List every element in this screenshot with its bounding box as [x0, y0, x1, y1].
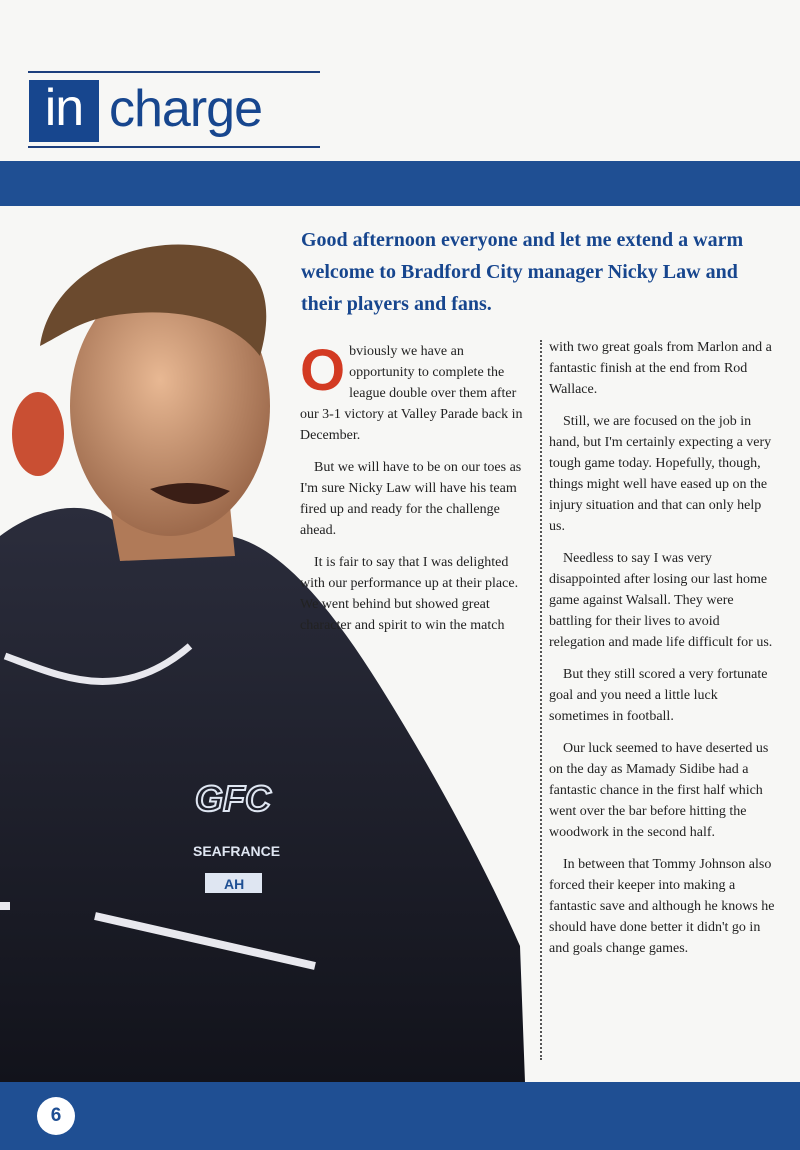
jacket-initials: AH	[224, 876, 245, 892]
top-color-band	[0, 161, 800, 206]
left-column	[300, 338, 530, 647]
paragraph-6: Needless to say I was very disappointed after losing our last home game against Walsall. They were battling for their lives to avoid relegation and made life difficult for us.	[549, 551, 773, 650]
drop-cap: O	[300, 338, 346, 403]
bottom-color-band	[0, 1082, 800, 1150]
paragraph-2: But we will have to be on our toes as I'm sure Nicky Law will have his team fired up and ready for the challenge ahead.	[300, 460, 522, 538]
section-title-charge: charge	[109, 80, 262, 138]
header-rule-top	[28, 71, 320, 73]
paragraph-3: It is fair to say that I was delighted with our performance up at their place. We went behind but showed great character and spirit to win the match	[300, 555, 519, 633]
column-divider	[540, 340, 542, 1060]
right-column	[549, 337, 777, 970]
section-title-in: in	[29, 80, 99, 142]
jacket-sponsor: SEAFRANCE	[193, 843, 281, 859]
intro-paragraph: Good afternoon everyone and let me extend a warm welcome to Bradford City manager Nicky Law and their players and fans.	[301, 229, 744, 315]
jacket-logo: GFC	[195, 778, 271, 819]
page-number: 6	[37, 1097, 75, 1135]
paragraph-9: In between that Tommy Johnson also forced their keeper into making a fantastic save and although he knows he should have done better it didn't go in and goals change games.	[549, 857, 775, 956]
paragraph-7: But they still scored a very fortunate goal and you need a little luck sometimes in football.	[549, 667, 768, 724]
paragraph-5: Still, we are focused on the job in hand, but I'm certainly expecting a very tough game today. Hopefully, though, things might well have eased up on the injury situation and that can only help us.	[549, 414, 772, 534]
paragraph-4: with two great goals from Marlon and a fantastic finish at the end from Rod Wallace.	[549, 340, 772, 397]
paragraph-1: Obviously we have an opportunity to complete the league double over them after our 3-1 victory at Valley Parade back in December.	[300, 338, 523, 443]
ear	[12, 392, 64, 476]
paragraph-8: Our luck seemed to have deserted us on the day as Mamady Sidibe had a fantastic chance in the first half which went over the bar before hitting the woodwork in the second half.	[549, 741, 769, 840]
header-rule-bottom	[28, 146, 320, 148]
